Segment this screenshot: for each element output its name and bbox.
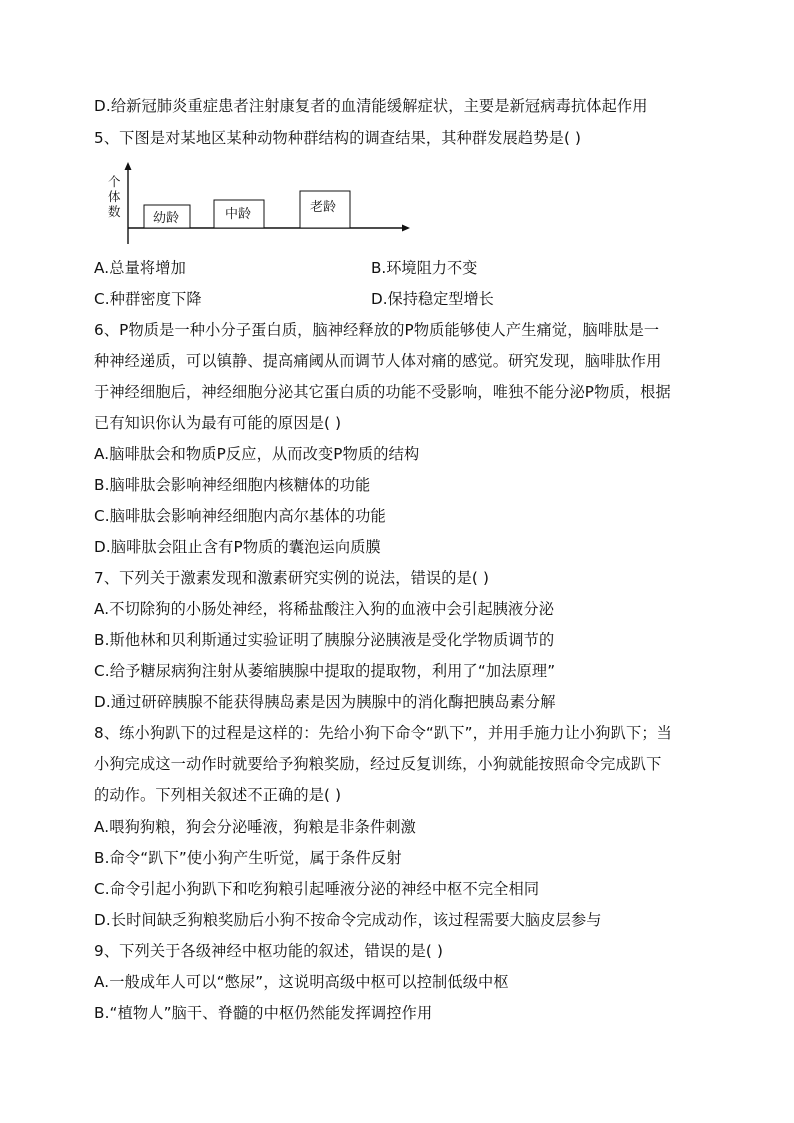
q8-option-b: B.命令“趴下”使小狗产生听觉，属于条件反射 (94, 849, 402, 867)
q7-option-a: A.不切除狗的小肠处神经，将稀盐酸注入狗的血液中会引起胰液分泌 (94, 600, 555, 618)
box-young-label: 幼龄 (153, 211, 180, 226)
q5-stem: 5、下图是对某地区某种动物种群结构的调查结果，其种群发展趋势是( ) (94, 129, 582, 147)
q8-stem-line-1: 8、练小狗趴下的过程是这样的：先给小狗下命令“趴下”，并用手施力让小狗趴下；当 (94, 724, 672, 742)
q8-stem-line-2: 小狗完成这一动作时就要给予狗粮奖励，经过反复训练，小狗就能按照命令完成趴下 (94, 755, 662, 773)
q8-option-a: A.喂狗狗粮，狗会分泌唾液，狗粮是非条件刺激 (94, 818, 416, 836)
q7-stem: 7、下列关于激素发现和激素研究实例的说法，错误的是( ) (94, 569, 490, 587)
q7-option-b: B.斯他林和贝利斯通过实验证明了胰腺分泌胰液是受化学物质调节的 (94, 631, 555, 649)
q5-option-c: C.种群密度下降 (94, 290, 202, 308)
y-label-char-3: 数 (108, 204, 121, 219)
box-old-label: 老龄 (310, 200, 337, 215)
q8-option-d: D.长时间缺乏狗粮奖励后小狗不按命令完成动作，该过程需要大脑皮层参与 (94, 911, 602, 929)
q8-stem-line-3: 的动作。下列相关叙述不正确的是( ) (94, 786, 342, 804)
q8-option-c: C.命令引起小狗趴下和吃狗粮引起唾液分泌的神经中枢不完全相同 (94, 880, 540, 898)
box-middle-label: 中龄 (225, 207, 252, 222)
q6-option-c: C.脑啡肽会影响神经细胞内高尔基体的功能 (94, 507, 386, 525)
q5-option-a: A.总量将增加 (94, 259, 186, 277)
y-label-char-2: 体 (108, 189, 121, 204)
q9-option-b: B.“植物人”脑干、脊髓的中枢仍然能发挥调控作用 (94, 1004, 433, 1022)
q9-stem: 9、下列关于各级神经中枢功能的叙述，错误的是( ) (94, 942, 444, 960)
q9-option-a: A.一般成年人可以“憋尿”，这说明高级中枢可以控制低级中枢 (94, 973, 509, 991)
q7-option-c: C.给予糖尿病狗注射从萎缩胰腺中提取的提取物，利用了“加法原理” (94, 662, 556, 680)
age-structure-diagram (100, 160, 420, 250)
y-axis-arrow-icon (125, 162, 132, 170)
q6-stem-line-4: 已有知识你认为最有可能的原因是( ) (94, 414, 342, 432)
q5-option-d: D.保持稳定型增长 (371, 290, 494, 308)
q6-stem-line-1: 6、P物质是一种小分子蛋白质，脑神经释放的P物质能够使人产生痛觉，脑啡肽是一 (94, 321, 660, 339)
q6-stem-line-2: 种神经递质，可以镇静、提高痛阈从而调节人体对痛的感觉。研究发现，脑啡肽作用 (94, 352, 662, 370)
q6-option-d: D.脑啡肽会阻止含有P物质的囊泡运向质膜 (94, 538, 381, 556)
q6-stem-line-3: 于神经细胞后，神经细胞分泌其它蛋白质的功能不受影响，唯独不能分泌P物质，根据 (94, 383, 671, 401)
y-label-char-1: 个 (108, 174, 121, 189)
q5-option-b: B.环境阻力不变 (371, 259, 478, 277)
q4-option-d: D.给新冠肺炎重症患者注射康复者的血清能缓解症状，主要是新冠病毒抗体起作用 (94, 97, 648, 115)
q5-age-structure-figure (100, 160, 420, 250)
q7-option-d: D.通过研碎胰腺不能获得胰岛素是因为胰腺中的消化酶把胰岛素分解 (94, 693, 556, 711)
x-axis-arrow-icon (402, 225, 410, 232)
q6-option-a: A.脑啡肽会和物质P反应，从而改变P物质的结构 (94, 445, 420, 463)
q6-option-b: B.脑啡肽会影响神经细胞内核糖体的功能 (94, 476, 371, 494)
